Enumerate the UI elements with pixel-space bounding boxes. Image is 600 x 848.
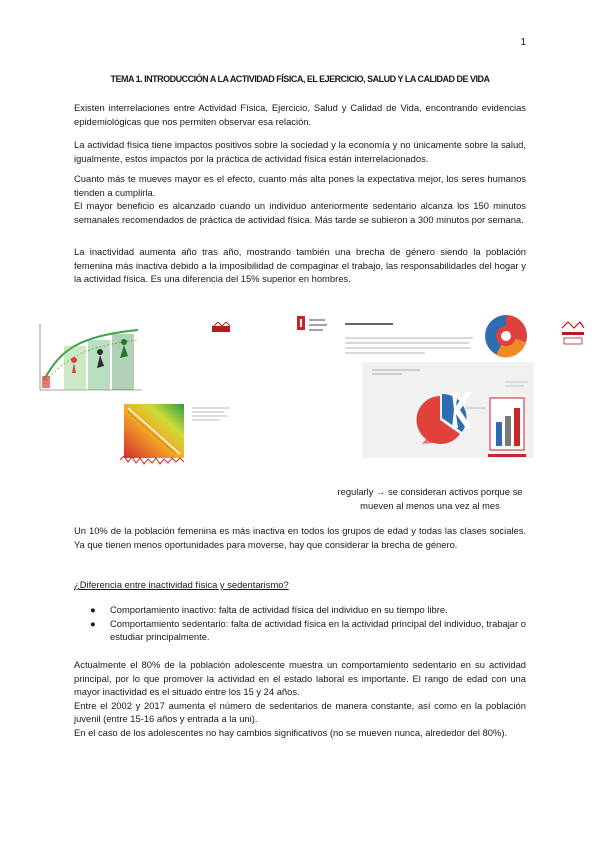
paragraph-3a: Cuanto más te mueves mayor es el efecto, cuanto más alta pones la expectativa mejor, los seres humanos tienden a cumplirla.	[74, 173, 526, 198]
institution-logo-right	[560, 320, 586, 348]
paragraph-5: Un 10% de la población femenina es más inactiva en todos los grupos de edad y todas las clases sociales. Ya que tienen menos oportunidades para moverse, hay que considerar la brecha de género.	[74, 525, 526, 550]
bullet-item	[90, 617, 526, 644]
paragraph-2: La actividad física tiene impactos positivos sobre la sociedad y la economía y no únicamente sobre la salud, igualmente, estos impactos por la práctica de actividad física están interrelacionados.	[74, 139, 526, 164]
page-number: 1	[520, 37, 526, 48]
inactivity-infographic	[362, 362, 534, 458]
report-text-block	[345, 320, 480, 360]
bullet-text: Comportamiento sedentario: falta de actividad física en la actividad principal del individuo, trabajar o estudiar principalmente.	[110, 617, 526, 643]
figure-caption: regularly → se consideran activos porque se mueven al menos una vez al mes	[337, 486, 523, 511]
dose-response-figure	[26, 318, 146, 400]
bullet-dot: ●	[90, 617, 96, 629]
paragraph-1: Existen interrelaciones entre Actividad Física, Ejercicio, Salud y Calidad de Vida, encontrando evidencias epidemiológicas que nos permiten observar esa relación.	[74, 102, 526, 127]
document-title: TEMA 1. INTRODUCCIÓN A LA ACTIVIDAD FÍSICA, EL EJERCICIO, SALUD Y LA CALIDAD DE VIDA	[110, 74, 490, 84]
paragraph-6a: Actualmente el 80% de la población adolescente muestra un comportamiento sedentario en su actividad principal, por lo que promover la actividad en el estado laboral es importante. El rango de edad con una mayor inactividad es el situado entre los 15 y 24 años.	[74, 659, 526, 698]
small-label-marks	[506, 378, 536, 398]
bullet-item	[90, 603, 526, 617]
bullet-list	[90, 603, 526, 644]
paragraph-4: La inactividad aumenta año tras año, mostrando también una brecha de género siendo la población femenina más inactiva debido a la imposibilidad de compaginar el trabajo, las responsabilidades del hogar y la actividad física. Es una diferencia del 15% superior en hombres.	[74, 246, 526, 285]
paragraph-6b: Entre el 2002 y 2017 aumenta el número de sedentarios de manera constante, así como en la población juvenil (entre 15-16 años y entrada a la uni).	[74, 699, 526, 725]
paragraph-6	[74, 658, 526, 740]
bullet-dot: ●	[90, 604, 96, 615]
paragraph-6c: En el caso de los adolescentes no hay cambios significativos (no se mueven nunca, alrededor del 80%).	[74, 726, 508, 738]
bullet-text: Comportamiento inactivo: falta de actividad física del individuo en su tiempo libre.	[110, 604, 448, 615]
gradient-quadrant-figure	[120, 400, 240, 466]
university-logo	[297, 316, 343, 334]
institution-logo-small	[212, 322, 230, 336]
paragraph-3b: El mayor beneficio es alcanzado cuando un individuo anteriormente sedentario alcanza los 150 minutos semanales recomendados de práctica de actividad física. Más tarde se subieron a 300 minutos por semana.	[74, 200, 526, 225]
paragraph-3	[74, 172, 526, 226]
question-heading: ¿Diferencia entre inactividad física y sedentarismo?	[74, 579, 289, 590]
